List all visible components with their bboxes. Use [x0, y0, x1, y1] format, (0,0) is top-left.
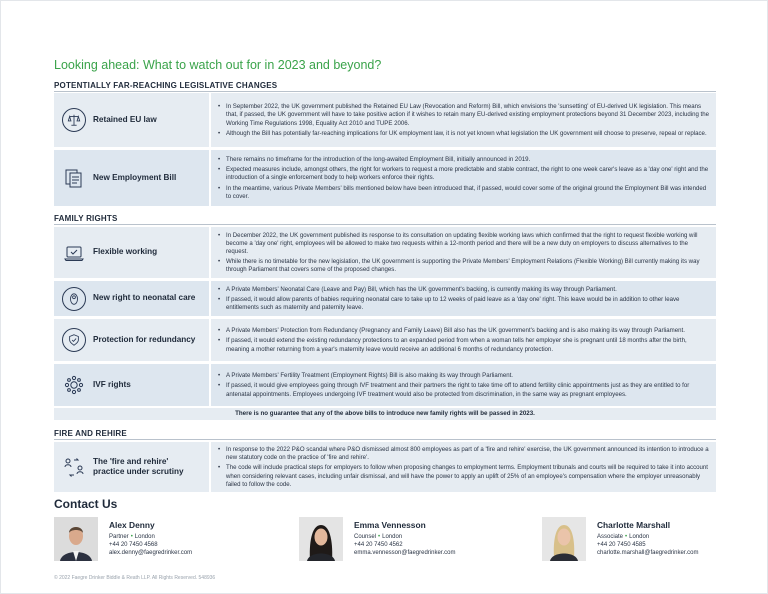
disclaimer-note: There is no guarantee that any of the above bills to introduce new family rights will be passed in 2023.	[54, 408, 716, 420]
contact-email[interactable]: alex.denny@faegredrinker.com	[109, 550, 193, 556]
bullet: • If passed, it would extend the existing redundancy protections to an expanded period from when a woman tells her employer she is pregnant until 18 months after the birth, meaning a mother returning from a year's maternity leave would receive an additional 6 months of redundancy protection.	[217, 337, 710, 353]
row-label: New right to neonatal care	[93, 293, 196, 303]
row-label: The 'fire and rehire' practice under scrutiny	[93, 456, 184, 476]
bullet: • A Private Members' Fertility Treatment (Employment Rights) Bill is also making its way through Parliament.	[217, 372, 710, 380]
contact-role: Partner	[109, 534, 129, 540]
bullet: • While there is no timetable for the new legislation, the UK government is supporting the Private Members' Employment Relations (Flexible Working) Bill currently making its way through Parliament that covers some of the proposed changes.	[217, 258, 710, 274]
section-heading-family: FAMILY RIGHTS	[54, 214, 118, 223]
bullet: • There remains no timeframe for the introduction of the long-awaited Employment Bill, initially announced in 2019.	[217, 156, 710, 164]
contact-phone[interactable]: +44 20 7450 4585	[597, 542, 646, 548]
contact-role: Associate	[597, 534, 624, 540]
laptop-check-icon	[62, 241, 86, 265]
row-label: IVF rights	[93, 379, 131, 389]
row-label: Flexible working	[93, 247, 158, 257]
page-title: Looking ahead: What to watch out for in 2023 and beyond?	[54, 58, 382, 72]
avatar	[299, 517, 343, 561]
contact-name: Alex Denny	[109, 520, 155, 530]
contact-city: London	[629, 534, 650, 540]
avatar	[542, 517, 586, 561]
contact-phone[interactable]: +44 20 7450 4562	[354, 542, 403, 548]
bullet: • If passed, it would give employees going through IVF treatment and their partners the right to take time off to attend fertility clinic appointments just as they are entitled to for antenatal appointments. Employees undergoing IVF treatment would also be protected from discrimination, in the same way as pregnant employees.	[217, 382, 710, 398]
row-fire-and-rehire	[54, 442, 716, 492]
row-label: Retained EU law	[93, 114, 157, 124]
row-new-employment-bill	[54, 150, 716, 206]
contact-card: Charlotte Marshall Associate • London +44 20 7450 4585 charlotte.marshall@faegredrinker.com	[542, 517, 698, 561]
contact-title: Contact Us	[54, 497, 118, 511]
bullet: • In response to the 2022 P&O scandal where P&O dismissed almost 800 employees as part of a 'fire and rehire' exercise, the UK government announced its intention to introduce a new statutory code on the practice of 'fire and rehire'.	[217, 446, 710, 462]
row-protection-redundancy	[54, 319, 716, 361]
row-label: New Employment Bill	[93, 172, 177, 182]
row-retained-eu-law	[54, 93, 716, 147]
row-neonatal-care	[54, 281, 716, 316]
bullet: • If passed, it would allow parents of babies requiring neonatal care to take up to 12 weeks of paid leave as a 'day one' right. This leave would be in addition to other leave entitlements such as maternity and paternity leave.	[217, 296, 710, 312]
contact-city: London	[382, 534, 403, 540]
contact-card: Alex Denny Partner • London +44 20 7450 4568 alex.denny@faegredrinker.com	[54, 517, 192, 561]
scales-icon	[62, 108, 86, 132]
contact-name: Emma Vennesson	[354, 520, 426, 530]
shield-check-icon	[62, 328, 86, 352]
bullet: • Expected measures include, amongst others, the right for workers to request a more predictable and stable contract, the right to one week carer's leave as a 'day one' right and the introduction of a single enforcement body to help workers enforce their rights.	[217, 166, 710, 182]
bullet: • A Private Members' Protection from Redundancy (Pregnancy and Family Leave) Bill also has the UK government's backing and is also making its way through Parliament.	[217, 327, 710, 335]
contact-city: London	[134, 534, 155, 540]
bullet: • In the meantime, various Private Members' bills mentioned below have been introduced that, if passed, would cover some of the original ground the Employment Bill was intended to cover.	[217, 185, 710, 201]
contact-phone[interactable]: +44 20 7450 4568	[109, 542, 158, 548]
contact-name: Charlotte Marshall	[597, 520, 671, 530]
contact-email[interactable]: emma.vennesson@faegredrinker.com	[354, 550, 456, 556]
bullet: • In December 2022, the UK government published its response to its consultation on updating flexible working laws which confirmed that the right to request flexible working will become a 'day one' right, employees will be allowed to make two requests within a 12-month period and there will be a new duty on employers to discuss alternatives to the request.	[217, 232, 710, 256]
section-divider	[54, 439, 716, 440]
section-divider	[54, 224, 716, 225]
row-flexible-working	[54, 227, 716, 278]
footer-copyright: © 2022 Faegre Drinker Biddle & Reath LLP. All Rights Reserved. 548936	[54, 575, 216, 581]
cells-icon	[62, 373, 86, 397]
bullet: • A Private Members' Neonatal Care (Leave and Pay) Bill, which has the UK government's backing, is currently making its way through Parliament.	[217, 286, 710, 294]
contact-role: Counsel	[354, 534, 377, 540]
contact-card: Emma Vennesson Counsel • London +44 20 7450 4562 emma.vennesson@faegredrinker.com	[299, 517, 455, 561]
bullet: • The code will include practical steps for employers to follow when proposing changes to employment terms. Employment tribunals and courts will be required to take it into account when considering relevant cases, including unfair dismissal, and will have the power to apply an uplift of 25% of an employee's compensation where the employer unreasonably failed to follow the code.	[217, 464, 710, 488]
section-heading-fire-rehire: FIRE AND REHIRE	[54, 429, 127, 438]
row-label: Protection for redundancy	[93, 334, 196, 344]
documents-icon	[62, 166, 86, 190]
bullet: • Although the Bill has potentially far-reaching implications for UK employment law, it is not yet known what legislation the UK government will choose to preserve, repeal or replace.	[217, 130, 710, 138]
avatar	[54, 517, 98, 561]
people-swap-icon	[62, 455, 86, 479]
section-divider	[54, 91, 716, 92]
row-ivf-rights	[54, 364, 716, 406]
bullet: • In September 2022, the UK government published the Retained EU Law (Revocation and Reform) Bill, which envisions the 'sunsetting' of EU-derived UK legislation. This means that, if passed, the UK government will have to take positive action if it wishes to retain many EU-derived existing employment protections beyond 31 December 2023, including the Working Time Regulations 1998, Equality Act 2010 and TUPE 2006.	[217, 103, 710, 127]
section-heading-legislative: POTENTIALLY FAR-REACHING LEGISLATIVE CHANGES	[54, 81, 278, 90]
contact-email[interactable]: charlotte.marshall@faegredrinker.com	[597, 550, 699, 556]
baby-icon	[62, 287, 86, 311]
